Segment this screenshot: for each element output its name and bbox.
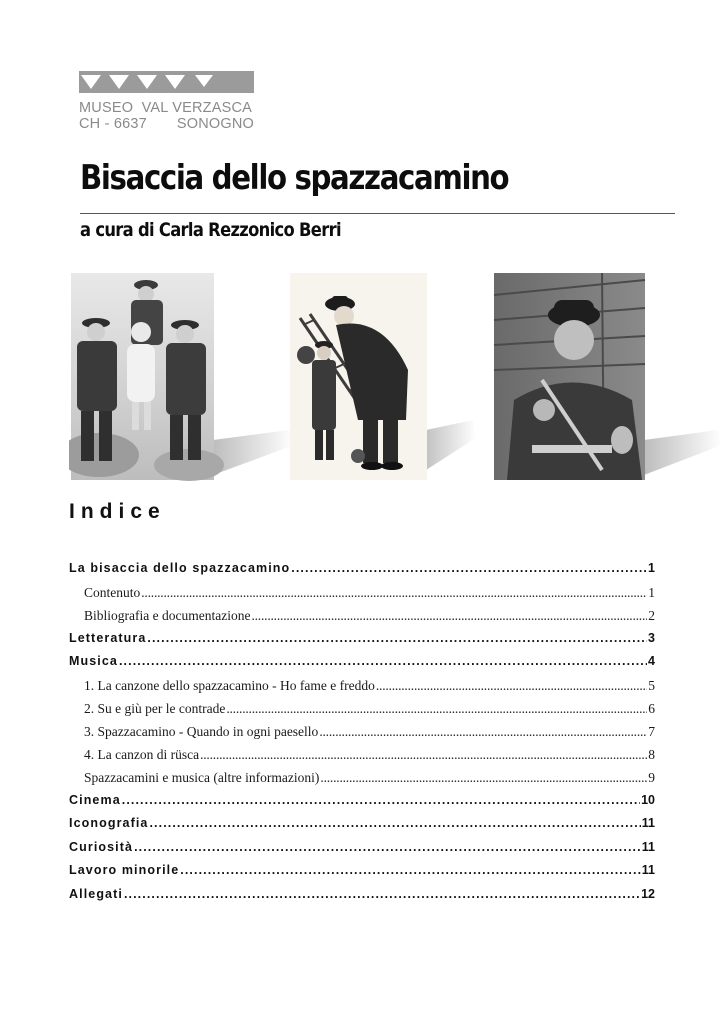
toc-leader xyxy=(200,743,647,766)
toc-entry-page: 2 xyxy=(648,607,655,623)
toc-entry-page: 5 xyxy=(648,677,655,693)
logo-mark xyxy=(79,71,254,93)
toc-entry-label: Lavoro minorile xyxy=(69,863,180,877)
toc-entry-page: 1 xyxy=(648,584,655,600)
toc-entry-canzon-di-rusca[interactable] xyxy=(69,743,655,766)
toc-entry-label: Bibliografia e documentazione xyxy=(84,607,251,623)
toc-leader xyxy=(122,789,640,813)
toc-leader xyxy=(291,557,647,581)
toc-entry-label: Contenuto xyxy=(84,584,141,600)
toc-leader xyxy=(149,812,640,836)
toc-entry-page: 11 xyxy=(641,863,655,877)
toc-entry-bisaccia[interactable] xyxy=(69,557,655,581)
toc-entry-label: Iconografia xyxy=(69,816,149,830)
toc-entry-label: 3. Spazzacamino - Quando in ogni paesello xyxy=(84,723,319,739)
toc-entry-quando-in-ogni-paesello[interactable] xyxy=(69,720,655,743)
toc-entry-label: La bisaccia dello spazzacamino xyxy=(69,561,291,575)
index-heading: Indice xyxy=(69,500,166,523)
toc-entry-page: 3 xyxy=(648,630,655,645)
toc-entry-iconografia[interactable] xyxy=(69,812,655,836)
toc-entry-curiosita[interactable] xyxy=(69,836,655,860)
page-subtitle: a cura di Carla Rezzonico Berri xyxy=(80,219,341,241)
toc-entry-page: 4 xyxy=(648,654,655,668)
toc-leader xyxy=(180,859,641,883)
toc-entry-page: 11 xyxy=(641,839,655,854)
toc-entry-page: 11 xyxy=(641,816,655,830)
toc-leader xyxy=(124,883,640,907)
page-title: Bisaccia dello spazzacamino xyxy=(80,158,509,198)
toc-entry-page: 1 xyxy=(648,561,655,575)
toc-entry-label: 4. La canzon di rüsca xyxy=(84,746,200,762)
toc-entry-su-e-giu[interactable] xyxy=(69,697,655,720)
toc-entry-label: Allegati xyxy=(69,886,123,901)
group-photo xyxy=(69,270,299,485)
toc-entry-page: 9 xyxy=(648,769,655,785)
toc-leader xyxy=(319,720,647,743)
toc-entry-page: 7 xyxy=(648,723,655,739)
toc-leader xyxy=(141,581,647,604)
toc-entry-musica[interactable] xyxy=(69,650,655,674)
toc-entry-letteratura[interactable] xyxy=(69,627,655,651)
toc-entry-label: Spazzacamini e musica (altre informazioni) xyxy=(84,769,320,785)
toc-leader xyxy=(134,836,641,860)
title-divider xyxy=(80,213,675,214)
toc-entry-label: 2. Su e giù per le contrade xyxy=(84,700,226,716)
toc-entry-page: 6 xyxy=(648,700,655,716)
table-of-contents xyxy=(69,557,655,906)
toc-entry-canzone[interactable] xyxy=(69,674,655,697)
toc-entry-label: Letteratura xyxy=(69,630,147,645)
toc-entry-page: 8 xyxy=(648,746,655,762)
toc-entry-spazzacamini-e-musica[interactable] xyxy=(69,766,655,789)
toc-leader xyxy=(251,604,647,627)
logo-town: SONOGNO xyxy=(176,116,254,132)
toc-leader xyxy=(376,674,647,697)
toc-entry-label: Cinema xyxy=(69,792,121,807)
toc-leader xyxy=(320,766,647,789)
toc-leader xyxy=(226,697,647,720)
toc-entry-label: Curiosità xyxy=(69,839,134,854)
toc-entry-label: Musica xyxy=(69,654,118,668)
chimney-sweep-illustration xyxy=(288,270,478,485)
toc-leader xyxy=(147,627,647,651)
toc-entry-allegati[interactable] xyxy=(69,883,655,907)
toc-entry-page: 10 xyxy=(641,792,655,807)
toc-entry-label: 1. La canzone dello spazzacamino - Ho fame e freddo xyxy=(84,677,375,693)
logo-line1: MUSEO VAL VERZASCA xyxy=(79,100,253,116)
portrait-photo xyxy=(492,270,725,485)
toc-entry-bibliografia[interactable] xyxy=(69,604,655,627)
toc-leader xyxy=(119,650,647,674)
toc-entry-lavoro-minorile[interactable] xyxy=(69,859,655,883)
toc-entry-cinema[interactable] xyxy=(69,789,655,813)
toc-entry-page: 12 xyxy=(641,886,655,901)
toc-entry-contenuto[interactable] xyxy=(69,581,655,604)
museum-logo xyxy=(79,71,255,132)
logo-postcode: CH - 6637 xyxy=(79,116,147,132)
